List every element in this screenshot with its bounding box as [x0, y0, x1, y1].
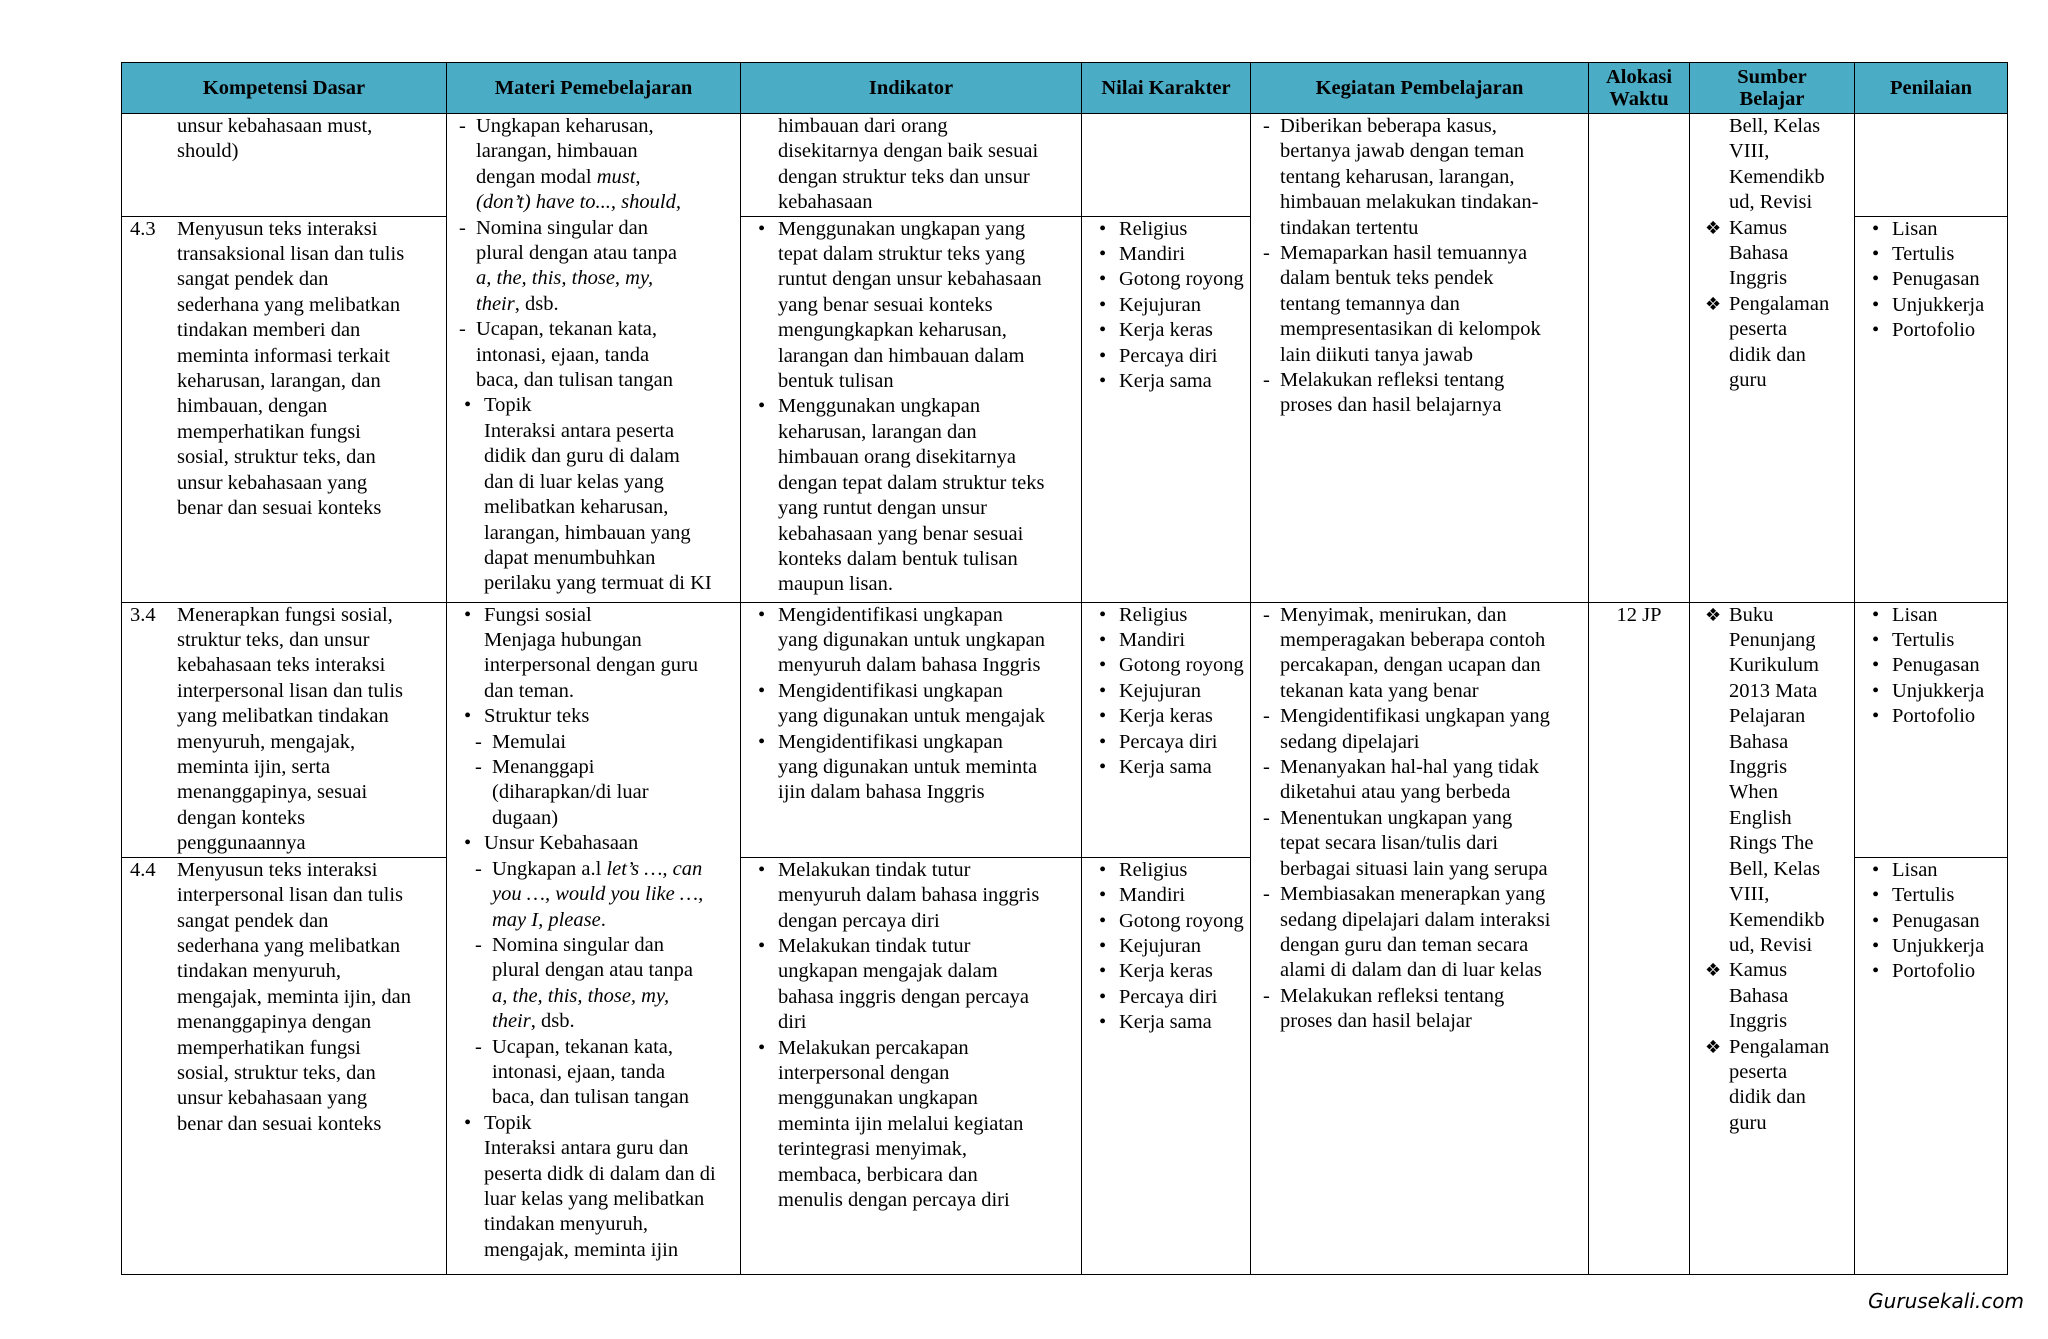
kegiatan-cell-block1	[1251, 114, 1589, 603]
list-item: • Lisan	[1863, 858, 2002, 883]
indikator-item: • Mengidentifikasi ungkapan yang digunakan untuk meminta ijin dalam bahasa Inggris	[749, 730, 1076, 806]
list-item: • Kejujuran	[1090, 934, 1245, 959]
list-item: • Kejujuran	[1090, 679, 1245, 704]
header-alokasi: Alokasi Waktu	[1589, 63, 1690, 114]
indikator-4-4-cell	[741, 857, 1082, 1274]
materi-fungsi-item: • Fungsi sosial Menjaga hubungan interpersonal dengan guru dan teman.	[455, 603, 735, 705]
kegiatan-item: - Menanyakan hal-hal yang tidak diketahui atau yang berbeda	[1259, 755, 1583, 806]
indikator-item: • Melakukan tindak tutur menyuruh dalam bahasa inggris dengan percaya diri	[749, 858, 1076, 934]
materi-sub-item: - Memulai	[471, 730, 735, 755]
indikator-item: • Mengidentifikasi ungkapan yang digunakan untuk ungkapan menyuruh dalam bahasa Inggris	[749, 603, 1076, 679]
materi-unsur-item: • Unsur Kebahasaan - Ungkapan a.l let’s …, can you …, would you like …, may I, please. - Nomina singular dan plural dengan atau tanpa a, the, this, those, my, their, dsb. - Ucapan, tekanan kata, intonasi, ejaan, tanda baca, dan tulisan tangan	[455, 831, 735, 1110]
list-item: • Kejujuran	[1090, 293, 1245, 318]
materi-struktur-item: • Struktur teks - Memulai - Menanggapi (diharapkan/di luar dugaan)	[455, 704, 735, 831]
header-kompetensi-dasar: Kompetensi Dasar	[122, 63, 447, 114]
penilaian-4-3-cell	[1855, 216, 2008, 602]
list-item: • Kerja keras	[1090, 318, 1245, 343]
alokasi-cell-block2	[1589, 602, 1690, 1274]
list-item: • Kerja sama	[1090, 369, 1245, 394]
list-item: • Tertulis	[1863, 883, 2002, 908]
header-sumber: Sumber Belajar	[1690, 63, 1855, 114]
list-item: • Unjukkerja	[1863, 679, 2002, 704]
kegiatan-item: - Menentukan ungkapan yang tepat secara lisan/tulis dari berbagai situasi lain yang serupa	[1259, 806, 1583, 882]
alokasi-value: 12 JP	[1616, 603, 1662, 626]
kegiatan-item: - Memaparkan hasil temuannya dalam bentuk teks pendek tentang temannya dan mempresentasikan di kelompok lain diikuti tanya jawab	[1259, 241, 1583, 368]
materi-ungkapan-item: - Ungkapan keharusan, larangan, himbauan dengan modal must, (don’t) have to..., should,	[455, 114, 735, 216]
list-item: • Percaya diri	[1090, 985, 1245, 1010]
kd-4-4-cell: 4.4 Menyusun teks interaksi interpersonal lisan dan tulis sangat pendek dan sederhana yang melibatkan tindakan menyuruh, mengajak, meminta ijin, dan menanggapinya dengan memperhatikan fungsi sosial, struktur teks, dan unsur kebahasaan yang benar dan sesuai konteks	[122, 857, 447, 1274]
header-materi: Materi Pemebelajaran	[447, 63, 741, 114]
materi-cell-block2	[447, 602, 741, 1274]
sumber-item: ❖ Pengalaman peserta didik dan guru	[1698, 1035, 1849, 1137]
nilai-continued-cell	[1082, 114, 1251, 217]
indikator-item: • Mengidentifikasi ungkapan yang digunakan untuk mengajak	[749, 679, 1076, 730]
header-kegiatan: Kegiatan Pembelajaran	[1251, 63, 1589, 114]
list-item: • Tertulis	[1863, 242, 2002, 267]
materi-topik-item: • Topik Interaksi antara peserta didik dan guru di dalam dan di luar kelas yang melibatkan keharusan, larangan, himbauan yang dapat menumbuhkan perilaku yang termuat di KI	[455, 393, 735, 596]
list-item: • Religius	[1090, 858, 1245, 883]
indikator-item: • Menggunakan ungkapan keharusan, larangan dan himbauan orang disekitarnya dengan tepat dalam struktur teks yang runtut dengan unsur kebahasaan yang benar sesuai konteks dalam bentuk tulisan maupun lisan.	[749, 394, 1076, 597]
list-item: • Penugasan	[1863, 267, 2002, 292]
list-item: • Mandiri	[1090, 242, 1245, 267]
indikator-3-4-cell	[741, 602, 1082, 857]
list-item: • Mandiri	[1090, 883, 1245, 908]
list-item: • Percaya diri	[1090, 344, 1245, 369]
kegiatan-item: - Melakukan refleksi tentang proses dan hasil belajar	[1259, 984, 1583, 1035]
indikator-item: • Menggunakan ungkapan yang tepat dalam struktur teks yang runtut dengan unsur kebahasaan yang benar sesuai konteks mengungkapkan keharusan, larangan dan himbauan dalam bentuk tulisan	[749, 217, 1076, 395]
alokasi-cell-block1	[1589, 114, 1690, 603]
list-item: • Percaya diri	[1090, 730, 1245, 755]
penilaian-4-4-cell	[1855, 857, 2008, 1274]
materi-ucapan-item: - Ucapan, tekanan kata, intonasi, ejaan, tanda baca, dan tulisan tangan	[455, 317, 735, 393]
kegiatan-item: - Diberikan beberapa kasus, bertanya jawab dengan teman tentang keharusan, larangan, himbauan melakukan tindakan- tindakan tertentu	[1259, 114, 1583, 241]
list-item: • Gotong royong	[1090, 267, 1245, 292]
list-item: • Religius	[1090, 217, 1245, 242]
indikator-item: • Melakukan tindak tutur ungkapan mengajak dalam bahasa inggris dengan percaya diri	[749, 934, 1076, 1036]
indikator-item: • Melakukan percakapan interpersonal dengan menggunakan ungkapan meminta ijin melalui kegiatan terintegrasi menyimak, membaca, berbicara dan menulis dengan percaya diri	[749, 1036, 1076, 1214]
indikator-4-3-cell	[741, 216, 1082, 602]
nilai-4-3-cell	[1082, 216, 1251, 602]
materi-sub-item: - Ucapan, tekanan kata, intonasi, ejaan, tanda baca, dan tulisan tangan	[471, 1035, 735, 1111]
row-kd-continued	[122, 114, 2008, 217]
list-item: • Kerja sama	[1090, 1010, 1245, 1035]
sumber-cell-block2	[1690, 602, 1855, 1274]
list-item: • Lisan	[1863, 217, 2002, 242]
materi-topik-item: • Topik Interaksi antara guru dan peserta didk di dalam dan di luar kelas yang melibatkan tindakan menyuruh, mengajak, meminta ijin	[455, 1111, 735, 1263]
kd-4-3-cell: 4.3 Menyusun teks interaksi transaksional lisan dan tulis sangat pendek dan sederhana yang melibatkan tindakan memberi dan meminta informasi terkait keharusan, larangan, dan himbauan, dengan memperhatikan fungsi sosial, struktur teks, dan unsur kebahasaan yang benar dan sesuai konteks	[122, 216, 447, 602]
sumber-cell-block1: Bell, Kelas VIII, Kemendikb ud, Revisi ❖ Kamus Bahasa Inggris ❖ Pengalaman peserta didik dan guru	[1690, 114, 1855, 603]
materi-sub-item: - Menanggapi (diharapkan/di luar dugaan)	[471, 755, 735, 831]
list-item: • Unjukkerja	[1863, 934, 2002, 959]
header-row	[122, 63, 2008, 114]
nilai-4-4-cell	[1082, 857, 1251, 1274]
list-item: • Lisan	[1863, 603, 2002, 628]
list-item: • Religius	[1090, 603, 1245, 628]
sumber-item: ❖ Kamus Bahasa Inggris	[1698, 216, 1849, 292]
materi-sub-item: - Nomina singular dan plural dengan atau tanpa a, the, this, those, my, their, dsb.	[471, 933, 735, 1035]
list-item: • Kerja keras	[1090, 959, 1245, 984]
penilaian-continued-cell	[1855, 114, 2008, 217]
header-penilaian: Penilaian	[1855, 63, 2008, 114]
list-item: • Portofolio	[1863, 318, 2002, 343]
list-item: • Gotong royong	[1090, 909, 1245, 934]
sumber-item: ❖ Kamus Bahasa Inggris	[1698, 958, 1849, 1034]
list-item: • Kerja keras	[1090, 704, 1245, 729]
header-indikator: Indikator	[741, 63, 1082, 114]
kegiatan-cell-block2	[1251, 602, 1589, 1274]
kd-3-4-cell: 3.4 Menerapkan fungsi sosial, struktur teks, dan unsur kebahasaan teks interaksi interpersonal lisan dan tulis yang melibatkan tindakan menyuruh, mengajak, meminta ijin, serta menanggapinya, sesuai dengan konteks penggunaannya	[122, 602, 447, 857]
penilaian-3-4-cell	[1855, 602, 2008, 857]
kegiatan-item: - Mengidentifikasi ungkapan yang sedang dipelajari	[1259, 704, 1583, 755]
sumber-item: ❖ Pengalaman peserta didik dan guru	[1698, 292, 1849, 394]
list-item: • Portofolio	[1863, 959, 2002, 984]
list-item: • Penugasan	[1863, 909, 2002, 934]
nilai-3-4-cell	[1082, 602, 1251, 857]
list-item: • Mandiri	[1090, 628, 1245, 653]
list-item: • Unjukkerja	[1863, 293, 2002, 318]
list-item: • Portofolio	[1863, 704, 2002, 729]
materi-nomina-item: - Nomina singular dan plural dengan atau tanpa a, the, this, those, my, their, dsb.	[455, 216, 735, 318]
row-kd-3-4	[122, 602, 2008, 857]
header-nilai-karakter: Nilai Karakter	[1082, 63, 1251, 114]
kegiatan-item: - Membiasakan menerapkan yang sedang dipelajari dalam interaksi dengan guru dan teman secara alami di dalam dan di luar kelas	[1259, 882, 1583, 984]
list-item: • Gotong royong	[1090, 653, 1245, 678]
kegiatan-item: - Melakukan refleksi tentang proses dan hasil belajarnya	[1259, 368, 1583, 419]
list-item: • Penugasan	[1863, 653, 2002, 678]
materi-sub-item: - Ungkapan a.l let’s …, can you …, would you like …, may I, please.	[471, 857, 735, 933]
sumber-item: ❖ Buku Penunjang Kurikulum 2013 Mata Pelajaran Bahasa Inggris When English Rings The Bell, Kelas VIII, Kemendikb ud, Revisi	[1698, 603, 1849, 959]
list-item: • Kerja sama	[1090, 755, 1245, 780]
materi-cell-block1	[447, 114, 741, 603]
watermark-text: Gurusekali.com	[1868, 1289, 2024, 1313]
indikator-continued-cell: himbauan dari orang disekitarnya dengan baik sesuai dengan struktur teks dan unsur kebahasaan	[741, 114, 1082, 217]
list-item: • Tertulis	[1863, 628, 2002, 653]
kegiatan-item: - Menyimak, menirukan, dan memperagakan beberapa contoh percakapan, dengan ucapan dan tekanan kata yang benar	[1259, 603, 1583, 705]
syllabus-table	[121, 62, 2008, 1275]
kd-continued-cell: unsur kebahasaan must, should)	[122, 114, 447, 217]
